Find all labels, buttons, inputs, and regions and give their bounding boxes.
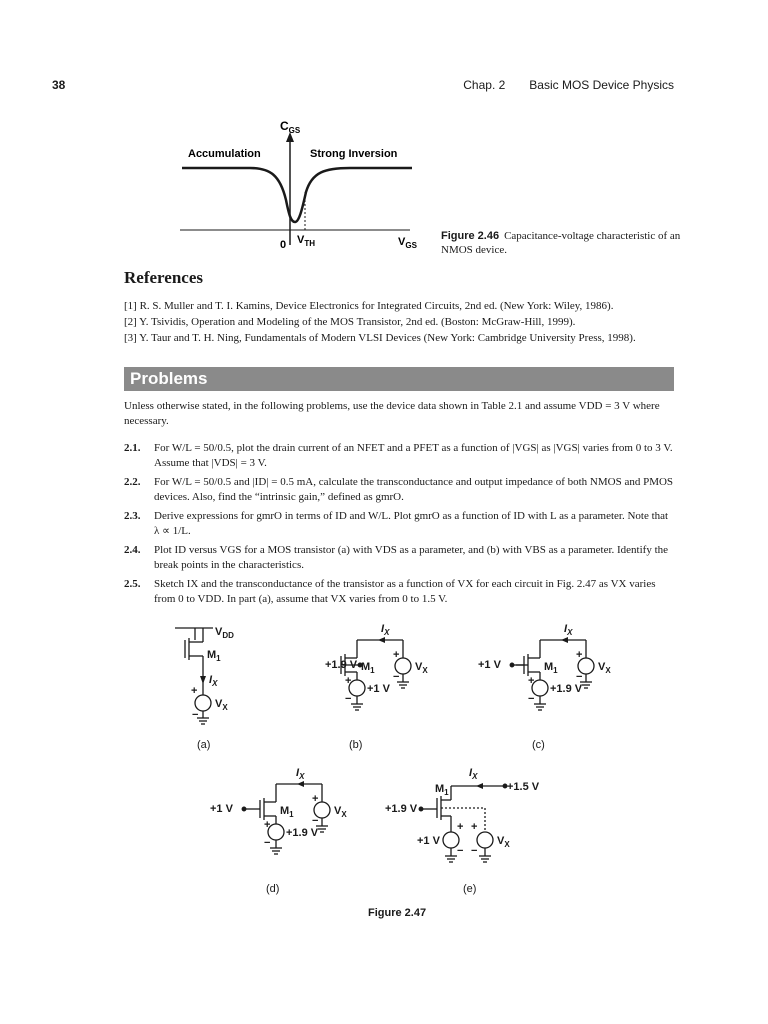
circuit-c <box>478 623 611 751</box>
svg-text:M1: $M_1$ <box>544 661 558 675</box>
circuit-b <box>325 623 428 751</box>
chapter-number: Chap. 2 <box>463 78 506 92</box>
svg-text:M1: $M_1$ <box>435 783 449 797</box>
svg-text:VX: $V_X$ <box>334 805 347 819</box>
svg-text:−: − <box>457 845 464 857</box>
circuit-e <box>385 767 540 895</box>
circuit-d <box>210 767 347 895</box>
problem-item <box>124 441 676 471</box>
problem-number: 2.3. <box>124 510 141 522</box>
svg-text:+: + <box>264 819 271 831</box>
svg-text:VX: $V_X$ <box>415 661 428 675</box>
chapter-title: Basic MOS Device Physics <box>529 78 674 92</box>
svg-text:−: − <box>264 837 271 849</box>
svg-text:M1: $M_1$ <box>280 805 294 819</box>
svg-text:+: + <box>312 793 319 805</box>
reference-item: [1] R. S. Muller and T. I. Kamins, Device Electronics for Integrated Circuits, 2nd ed. (New York: Wiley, 1986). <box>124 300 614 312</box>
svg-text:+1.9 V: +1.9 V <box>550 683 583 695</box>
circuit-a <box>175 626 234 751</box>
svg-text:+: + <box>471 821 478 833</box>
svg-text:+: + <box>457 821 464 833</box>
svg-text:−: − <box>192 709 199 721</box>
problem-text: For W/L = 50/0.5, plot the drain current of an NFET and a PFET as a function of |VGS| as |VGS| varies from 0 to 3 V. Assume that |VDS| = 3 V. <box>154 442 673 469</box>
svg-text:+: + <box>345 675 352 687</box>
reference-item: [3] Y. Taur and T. H. Ning, Fundamentals of Modern VLSI Devices (New York: Cambridge University Press, 1998). <box>124 332 636 344</box>
svg-text:−: − <box>576 671 583 683</box>
svg-text:+1.9 V: +1.9 V <box>286 827 319 839</box>
svg-text:+1 V: +1 V <box>417 835 440 847</box>
cv-curve <box>182 168 412 222</box>
svg-text:+1.9 V: +1.9 V <box>325 659 358 671</box>
svg-text:VDD: $V_{DD}$ <box>215 626 234 640</box>
caption-label: Figure 2.46 <box>441 230 500 242</box>
problem-number: 2.1. <box>124 442 141 454</box>
circuit-c-label: (c) <box>532 739 545 751</box>
reference-item: [2] Y. Tsividis, Operation and Modeling of the MOS Transistor, 2nd ed. (Boston: McGraw-Hill, 1999). <box>124 316 576 328</box>
vgs-label: $V_{GS}$ <box>398 236 417 250</box>
problem-item <box>124 509 676 539</box>
references-heading: References <box>124 268 203 287</box>
problem-number: 2.4. <box>124 544 141 556</box>
svg-text:IX: $I_X$ <box>296 767 305 781</box>
svg-text:−: − <box>345 693 352 705</box>
svg-text:M1: $M_1$ <box>361 661 375 675</box>
running-header <box>463 78 674 92</box>
circuit-e-label: (e) <box>463 883 477 895</box>
svg-text:VX: $V_X$ <box>497 835 510 849</box>
problem-text: Sketch IX and the transconductance of the transistor as a function of VX for each circuit in Fig. 2.47 as VX varies from 0 to VDD. In part (a), assume that VX varies from 0 to 1.5 V. <box>154 578 656 605</box>
svg-text:−: − <box>312 815 319 827</box>
references-list <box>124 298 684 346</box>
accumulation-label: Accumulation <box>188 148 261 160</box>
cv-characteristic-figure <box>150 110 440 260</box>
circuit-b-label: (b) <box>349 739 363 751</box>
cgs-label: $C_{GS}$ <box>280 119 301 135</box>
svg-text:+: + <box>576 649 583 661</box>
problem-number: 2.2. <box>124 476 141 488</box>
svg-text:+1.5 V: +1.5 V <box>507 781 540 793</box>
svg-text:IX: $I_X$ <box>469 767 478 781</box>
problems-heading: Problems <box>130 369 208 388</box>
figure-2-47-caption: Figure 2.47 <box>368 907 427 919</box>
current-arrow-icon <box>200 676 206 684</box>
caption-text: Capacitance-voltage characteristic of an NMOS device. <box>441 230 681 256</box>
svg-text:IX: $I_X$ <box>209 674 218 688</box>
svg-text:+1 V: +1 V <box>210 803 233 815</box>
problem-number: 2.5. <box>124 578 141 590</box>
vth-label: $V_{TH}$ <box>297 234 316 248</box>
problem-item <box>124 475 676 505</box>
page-number: 38 <box>52 78 66 92</box>
svg-text:IX: $I_X$ <box>564 623 573 637</box>
strong-inversion-label: Strong Inversion <box>310 148 398 160</box>
figure-2-47-circuits <box>165 620 645 900</box>
svg-text:+: + <box>528 675 535 687</box>
svg-text:−: − <box>393 671 400 683</box>
problems-intro: Unless otherwise stated, in the following problems, use the device data shown in Table 2.1 and assume VDD = 3 V where necessary. <box>124 400 660 427</box>
circuit-d-label: (d) <box>266 883 280 895</box>
problems-list <box>124 441 676 611</box>
problem-item <box>124 577 676 607</box>
origin-label: 0 <box>280 239 287 251</box>
figure-2-46-caption <box>441 229 681 257</box>
svg-text:+1 V: +1 V <box>478 659 501 671</box>
svg-text:−: − <box>528 693 535 705</box>
svg-text:+: + <box>393 649 400 661</box>
svg-text:VX: $V_X$ <box>598 661 611 675</box>
problems-heading-bar <box>124 367 674 391</box>
svg-text:VX: $V_X$ <box>215 698 228 712</box>
svg-text:+: + <box>191 685 198 697</box>
svg-text:+1.9 V: +1.9 V <box>385 803 418 815</box>
circuit-a-label: (a) <box>197 739 211 751</box>
svg-text:−: − <box>471 845 478 857</box>
svg-text:M1: $M_1$ <box>207 649 221 663</box>
svg-text:IX: $I_X$ <box>381 623 390 637</box>
problem-text: For W/L = 50/0.5 and |ID| = 0.5 mA, calculate the transconductance and output impedance of both NMOS and PMOS devices. Also, find the “intrinsic gain,” defined as gmrO. <box>154 476 674 503</box>
svg-text:+1 V: +1 V <box>367 683 390 695</box>
problem-item <box>124 543 676 573</box>
problem-text: Plot ID versus VGS for a MOS transistor (a) with VDS as a parameter, and (b) with VBS as a parameter. Identify the break points in the characteristics. <box>154 544 669 571</box>
problem-text: Derive expressions for gmrO in terms of ID and W/L. Plot gmrO as a function of ID with L as a parameter. Note that λ ∝ 1/L. <box>154 510 669 537</box>
